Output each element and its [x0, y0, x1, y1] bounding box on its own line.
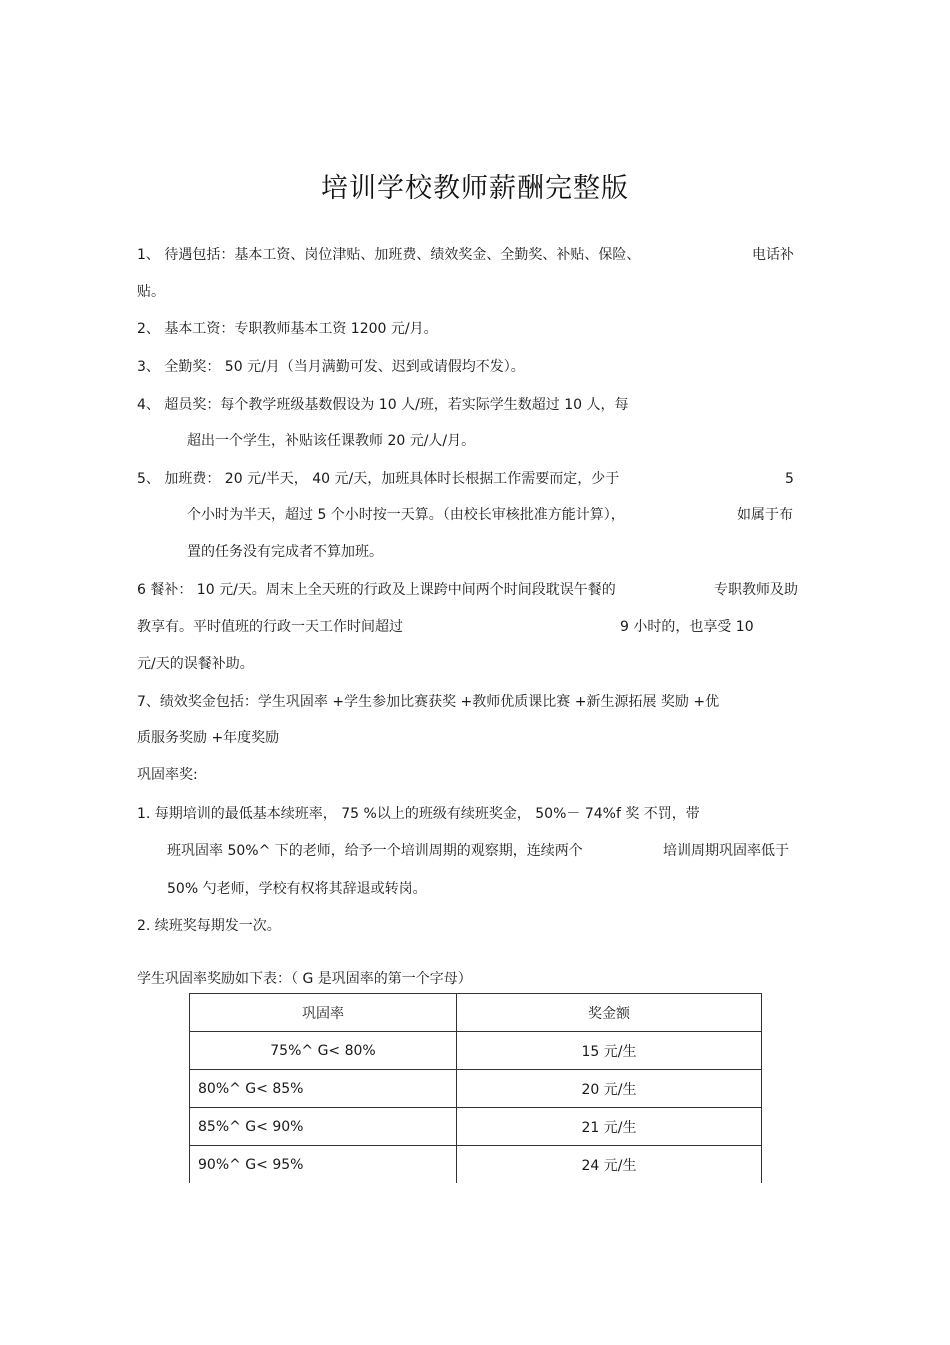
rate-cell: 75%^ G< 80% [190, 1032, 457, 1070]
item-5-line-1: 5、 加班费： 20 元/半天， 40 元/天，加班具体时长根据工作需要而定，少于 [137, 471, 620, 487]
item-6-line-2: 教享有。平时值班的行政一天工作时间超过 [137, 619, 403, 635]
item-6-line-3: 元/天的误餐补助。 [137, 656, 254, 672]
retention-rule-1-line-3: 50% 勺老师，学校有权将其辞退或转岗。 [167, 881, 427, 897]
header-retention-rate: 巩固率 [190, 994, 457, 1032]
page-cut-mask [185, 1183, 767, 1223]
amount-cell: 20 元/生 [457, 1070, 762, 1108]
item-4-line-1: 4、 超员奖：每个教学班级基数假设为 10 人/班，若实际学生数超过 10 人，每 [137, 397, 629, 413]
item-5-line-3: 置的任务没有完成者不算加班。 [187, 544, 383, 560]
retention-rule-2: 2. 续班奖每期发一次。 [137, 918, 281, 934]
item-6-line-1-tail: 专职教师及助 [714, 582, 798, 598]
rate-cell: 85%^ G< 90% [190, 1108, 457, 1146]
item-5-line-1-tail: 5 [785, 471, 794, 487]
retention-rule-1-line-2-tail: 培训周期巩固率低于 [663, 843, 789, 859]
amount-cell: 24 元/生 [457, 1146, 762, 1184]
page-title: 培训学校教师薪酬完整版 [321, 173, 629, 204]
rate-cell: 80%^ G< 85% [190, 1070, 457, 1108]
amount-cell: 15 元/生 [457, 1032, 762, 1070]
header-bonus-amount: 奖金额 [457, 994, 762, 1032]
retention-rule-1-line-1: 1. 每期培训的最低基本续班率， 75 %以上的班级有续班奖金， 50%－ 74%f 奖 不罚，带 [137, 806, 700, 822]
retention-rule-1-line-2: 班巩固率 50%^ 下的老师，给予一个培训周期的观察期，连续两个 [167, 843, 583, 859]
item-1-line-1-tail: 电话补 [752, 247, 794, 263]
item-6-line-2-tail: 9 小时的，也享受 10 [620, 619, 754, 635]
item-1-line-2: 贴。 [137, 284, 165, 300]
item-6-line-1: 6 餐补： 10 元/天。周末上全天班的行政及上课跨中间两个时间段耽误午餐的 [137, 582, 616, 598]
item-2: 2、 基本工资：专职教师基本工资 1200 元/月。 [137, 321, 438, 337]
item-5-line-2: 个小时为半天，超过 5 个小时按一天算。（由校长审核批准方能计算）， [187, 507, 625, 523]
rate-cell: 90%^ G< 95% [190, 1146, 457, 1184]
reward-table [189, 993, 762, 1184]
retention-heading: 巩固率奖: [137, 767, 198, 783]
amount-cell: 21 元/生 [457, 1108, 762, 1146]
table-header-row [190, 994, 762, 1032]
item-7-line-2: 质服务奖励 +年度奖励 [137, 730, 280, 746]
item-5-line-2-tail: 如属于布 [737, 507, 793, 523]
table-row [190, 1108, 762, 1146]
table-caption: 学生巩固率奖励如下表：（ G 是巩固率的第一个字母） [137, 971, 472, 987]
table-row [190, 1070, 762, 1108]
table-row [190, 1032, 762, 1070]
item-4-line-2: 超出一个学生，补贴该任课教师 20 元/人/月。 [187, 433, 476, 449]
table-row [190, 1146, 762, 1184]
item-7-line-1: 7、绩效奖金包括：学生巩固率 +学生参加比赛获奖 +教师优质课比赛 +新生源拓展 奖励 +优 [137, 694, 720, 710]
item-3: 3、 全勤奖： 50 元/月（当月满勤可发、迟到或请假均不发）。 [137, 359, 525, 375]
item-1-line-1: 1、 待遇包括：基本工资、岗位津贴、加班费、绩效奖金、全勤奖、补贴、保险、 [137, 247, 641, 263]
